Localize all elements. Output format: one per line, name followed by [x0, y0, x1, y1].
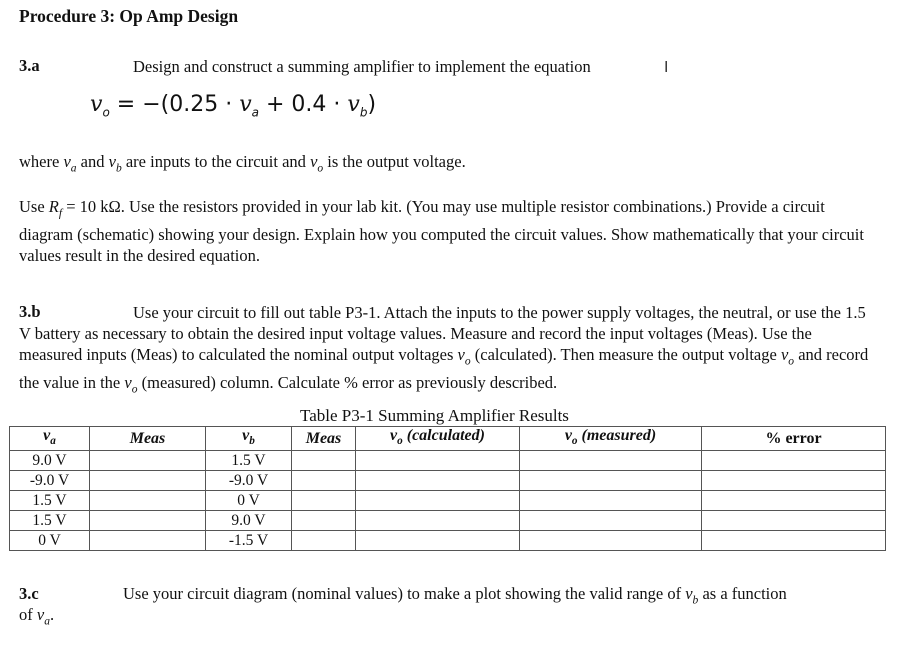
summing-equation [90, 92, 376, 119]
s3c-vb: v [685, 584, 693, 603]
where-vb-sub: b [115, 162, 122, 175]
eq-vb: v [347, 92, 360, 117]
table-header-row [10, 427, 886, 451]
header-vo-measured: $v_o$ (measured) [520, 427, 702, 451]
header-meas-2: Meas [292, 427, 356, 451]
cell-vo-measured[interactable] [520, 531, 702, 551]
table-row [10, 491, 886, 511]
eq-close: ) [367, 92, 377, 117]
header-meas-1: Meas [90, 427, 206, 451]
cell-va: 9.0 V [10, 451, 90, 471]
cell-meas-b[interactable] [292, 451, 356, 471]
header-error: % error [702, 427, 886, 451]
use-r: R [48, 197, 59, 216]
cell-vb: 0 V [206, 491, 292, 511]
cell-va: 1.5 V [10, 491, 90, 511]
where-va-sub: a [70, 162, 77, 175]
s3b-part-2: (calculated). Then measure the output voltage [470, 345, 781, 364]
header-vb: $v_b$ [206, 427, 292, 451]
cell-va: -9.0 V [10, 471, 90, 491]
section-3a-instructions [19, 196, 879, 266]
section-label-3b: 3.b [19, 302, 41, 321]
header-vo-calculated: $v_o$ (calculated) [356, 427, 520, 451]
cell-vo-measured[interactable] [520, 511, 702, 531]
s3b-vo-3: v [124, 373, 132, 393]
s3c-part-1: Use your circuit diagram (nominal values) to make a plot showing the valid range of [123, 584, 686, 603]
eq-vb-sub: b [359, 105, 368, 120]
cell-error[interactable] [702, 491, 886, 511]
cell-vb: 1.5 V [206, 451, 292, 471]
cell-vo-calculated[interactable] [356, 531, 520, 551]
cell-meas-b[interactable] [292, 511, 356, 531]
use-part-2: = 10 kΩ. Use the resistors provided in your lab kit. (You may use multiple resistor combinations.) Provide a circuit diagram (schematic) showing your design. Explain how you computed the circuit values. Show mathematically that your circuit values result in the desired equation. [19, 197, 864, 266]
cell-meas-b[interactable] [292, 471, 356, 491]
cell-error[interactable] [702, 511, 886, 531]
cell-error[interactable] [702, 471, 886, 491]
s3b-part-1: Use your circuit to fill out table P3-1. Attach the inputs to the power supply voltages, the neutral, or use the 1.5 V battery as necessary to obtain the desired input voltage values. Measure and record the input voltages (Meas). Use the measured inputs (Meas) to calculated the nominal output voltages [19, 303, 866, 364]
cell-vo-measured[interactable] [520, 471, 702, 491]
cell-meas-a[interactable] [90, 511, 206, 531]
cell-error[interactable] [702, 531, 886, 551]
header-va: $v_a$ [10, 427, 90, 451]
cell-vo-calculated[interactable] [356, 511, 520, 531]
cell-vo-calculated[interactable] [356, 451, 520, 471]
s3b-part-4: (measured) column. Calculate % error as previously described. [137, 373, 558, 393]
s3b-vo-2-sub: o [788, 355, 795, 368]
s3b-vo-1-sub: o [464, 355, 471, 368]
s3b-vo-1: v [457, 345, 465, 364]
eq-va-sub: a [251, 105, 259, 120]
results-table [9, 426, 886, 551]
s3c-line2-part-1: of [19, 605, 37, 624]
where-vo-sub: o [317, 162, 324, 175]
procedure-title: Procedure 3: Op Amp Design [19, 6, 239, 26]
s3c-line2-part-2: . [49, 605, 55, 624]
cell-meas-a[interactable] [90, 451, 206, 471]
section-3c-line-2 [19, 605, 54, 627]
section-label-3a: 3.a [19, 56, 40, 75]
table-row [10, 451, 886, 471]
cell-va: 1.5 V [10, 511, 90, 531]
cell-vb: -9.0 V [206, 471, 292, 491]
cell-meas-a[interactable] [90, 471, 206, 491]
text-cursor-icon: Ι [664, 58, 669, 76]
cell-meas-a[interactable] [90, 491, 206, 511]
cell-vb: -1.5 V [206, 531, 292, 551]
cell-vb: 9.0 V [206, 511, 292, 531]
eq-vo-sub: o [102, 105, 110, 120]
where-vo: v [310, 152, 318, 171]
use-part-1: Use [19, 197, 49, 216]
s3b-vo-2: v [780, 345, 789, 364]
cell-vo-calculated[interactable] [356, 491, 520, 511]
cell-vo-measured[interactable] [520, 451, 702, 471]
cell-meas-b[interactable] [292, 531, 356, 551]
where-va: v [63, 152, 71, 171]
table-caption: Table P3-1 Summing Amplifier Results [300, 406, 569, 425]
cell-vo-calculated[interactable] [356, 471, 520, 491]
cell-meas-a[interactable] [90, 531, 206, 551]
where-sentence [19, 152, 466, 174]
s3c-vb-sub: b [692, 594, 699, 607]
where-part-1: where [19, 152, 64, 171]
where-part-4: is the output voltage. [323, 152, 466, 171]
cell-meas-b[interactable] [292, 491, 356, 511]
cell-error[interactable] [702, 451, 886, 471]
s3b-vo-3-sub: o [131, 383, 138, 396]
cell-va: 0 V [10, 531, 90, 551]
section-label-3c: 3.c [19, 584, 39, 603]
eq-vo: v [90, 92, 103, 117]
where-part-2: and [76, 152, 109, 171]
section-3b-instructions [19, 302, 879, 401]
cell-vo-measured[interactable] [520, 491, 702, 511]
s3c-va-sub: a [44, 615, 50, 628]
section-3a-intro: Design and construct a summing amplifier to implement the equation [133, 57, 591, 76]
eq-part-2: + 0.4 · [258, 92, 348, 117]
s3c-part-2: as a function [698, 584, 787, 603]
s3b-part-3: and record the value in the [19, 345, 869, 393]
eq-part-1: = −(0.25 · [109, 92, 240, 117]
eq-va: v [239, 92, 252, 117]
table-row [10, 511, 886, 531]
where-vb: v [108, 152, 116, 171]
table-row [10, 531, 886, 551]
use-r-sub: f [58, 207, 63, 220]
where-part-3: are inputs to the circuit and [121, 152, 311, 171]
table-row [10, 471, 886, 491]
section-3c-line-1 [123, 584, 787, 606]
s3c-va: v [36, 605, 45, 624]
